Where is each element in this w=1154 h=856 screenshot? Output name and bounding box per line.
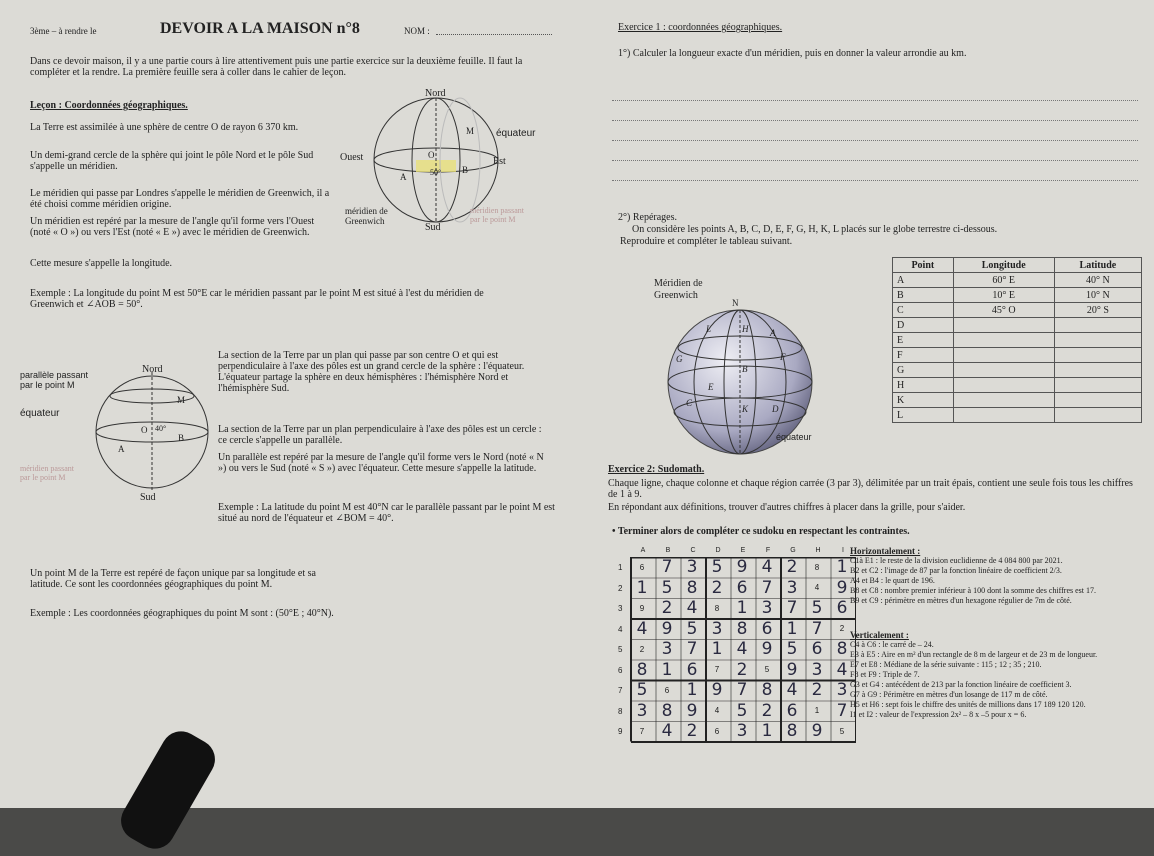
sudoku-cell[interactable]: 7 xyxy=(686,639,698,659)
answer-line-2[interactable] xyxy=(612,120,1138,121)
coords-row xyxy=(893,408,1142,423)
sudoku-cell[interactable]: 2 xyxy=(811,680,823,700)
sudoku-col-label: D xyxy=(715,547,721,554)
definition-item: E3 à E5 : Aire en m² d'un rectangle de 8 m de largeur et de 23 m de longueur. xyxy=(850,650,1098,659)
cell-point: B xyxy=(893,288,954,303)
sudoku-cell[interactable]: 5 xyxy=(711,557,723,577)
cell-point: A xyxy=(893,273,954,288)
definition-item: B9 et C9 : périmètre en mètres d'un hexagone régulier de 7m de côté. xyxy=(850,596,1072,605)
cell-latitude[interactable]: 20° S xyxy=(1054,303,1141,318)
sudoku-cell[interactable]: 3 xyxy=(661,639,673,659)
definition-item: G3 et G4 : antécédent de 213 par la fonction linéaire de coefficient 3. xyxy=(850,680,1072,689)
fig1-m: M xyxy=(466,126,475,136)
sudoku-cell[interactable]: 2 xyxy=(661,598,673,618)
sudoku-cell[interactable]: 5 xyxy=(686,618,698,639)
lecon-p4: Un méridien est repéré par la mesure de l'angle qu'il forme vers l'Ouest (noté « O ») ou vers l'Est (noté « E ») avec le méridien de Greenwich. xyxy=(30,216,315,238)
sudoku-cell[interactable]: 8 xyxy=(661,700,673,721)
sudoku-cell[interactable]: 3 xyxy=(686,557,698,577)
sudoku-cell[interactable]: 4 xyxy=(661,721,673,741)
sudoku-cell[interactable]: 5 xyxy=(736,700,748,721)
lecon-example2: Exemple : La latitude du point M est 40°N car le parallèle passant par le point M est situé au nord de l'équateur et ∠BOM = 40°. xyxy=(218,502,555,524)
intro-text: Dans ce devoir maison, il y a une partie cours à lire attentivement puis une partie exercice sur la deuxième feuille. Il faut la compléter et la rendre. La première feuille sera à coller dans le cahier de leçon. xyxy=(30,56,523,78)
vert-title: Verticalement : xyxy=(850,630,909,640)
fig1-est: Est xyxy=(493,156,506,167)
cell-longitude[interactable]: 10° E xyxy=(953,288,1054,303)
lecon-p6: La section de la Terre par un plan qui passe par son centre O et qui est perpendiculaire à l'axe des pôles est un grand cercle de la sphère : l'équateur. L'équateur partage la sphère en deux hémisphères : l'hémisphère Nord et l'hémisphère Sud. xyxy=(218,350,525,394)
sudoku-col-label: C xyxy=(690,547,696,554)
sudoku-col-label: G xyxy=(790,547,796,554)
horiz-title: Horizontalement : xyxy=(850,546,921,556)
ex1-q2: 2°) Repérages. xyxy=(618,212,677,223)
sudoku-cell[interactable]: 6 xyxy=(786,700,798,721)
sudoku-row-label: 9 xyxy=(618,727,623,736)
cell-point: K xyxy=(893,393,954,408)
cell-longitude[interactable] xyxy=(953,393,1054,408)
ex1-title: Exercice 1 : coordonnées géographiques. xyxy=(618,22,783,33)
pen-marker xyxy=(114,724,222,856)
ex2-bullet-text: Terminer alors de compléter ce sudoku en respectant les contraintes. xyxy=(617,526,910,537)
sudoku-row-label: 5 xyxy=(618,645,623,654)
ex2-intro2: En répondant aux définitions, trouver d'autres chiffres à placer dans la grille, pour s'aider. xyxy=(608,502,966,513)
sudoku-cell[interactable]: 9 xyxy=(811,721,823,741)
cell-latitude[interactable] xyxy=(1054,393,1141,408)
lecon-example3: Exemple : Les coordonnées géographiques du point M sont : (50°E ; 40°N). xyxy=(30,608,334,619)
sudoku-cell[interactable]: 9 xyxy=(686,700,698,721)
answer-line-5[interactable] xyxy=(612,180,1138,181)
sudoku-cell[interactable]: 3 xyxy=(636,700,648,721)
definition-item: I1 et I2 : valeur de l'expression 2x² – 8 x –5 pour x = 6. xyxy=(850,710,1027,719)
sudoku-cell[interactable]: 7 xyxy=(714,665,720,674)
lecon-p7: La section de la Terre par un plan perpendiculaire à l'axe des pôles est un cercle : ce cercle s'appelle un parallèle. xyxy=(218,424,542,446)
sudoku-cell[interactable]: 3 xyxy=(836,680,848,700)
sudoku-cell[interactable]: 3 xyxy=(786,577,798,598)
sudoku-cell[interactable]: 8 xyxy=(636,659,648,680)
cell-latitude[interactable] xyxy=(1054,378,1141,393)
sudoku-cell[interactable]: 2 xyxy=(736,659,748,680)
sudoku-cell[interactable]: 1 xyxy=(736,598,748,618)
lecon-example1: Exemple : La longitude du point M est 50°E car le méridien passant par le point M est situé à l'est du méridien de Greenwich et ∠AOB = 50°. xyxy=(30,288,484,310)
sudoku-cell[interactable]: 5 xyxy=(786,639,798,659)
lecon-title: Leçon : Coordonnées géographiques. xyxy=(30,100,188,111)
sudoku-cell[interactable]: 2 xyxy=(761,700,773,721)
sudoku-col-label: H xyxy=(815,547,821,554)
lecon-p2: Un demi-grand cercle de la sphère qui joint le pôle Nord et le pôle Sud s'appelle un méridien. xyxy=(30,150,314,172)
definition-item: G7 à G9 : Périmètre en mètres d'un losange de 117 m de côté. xyxy=(850,690,1048,699)
cell-latitude[interactable] xyxy=(1054,408,1141,423)
sudoku-cell[interactable]: 4 xyxy=(636,618,648,639)
sudoku-cell[interactable]: 8 xyxy=(836,639,848,659)
sudoku-cell[interactable]: 5 xyxy=(839,726,845,736)
fig1-sud: Sud xyxy=(425,222,441,233)
sudoku-cell[interactable]: 1 xyxy=(786,618,798,639)
coords-row xyxy=(893,333,1142,348)
sudoku-row-label: 8 xyxy=(618,706,623,716)
coords-row xyxy=(893,378,1142,393)
fig2-mpassant-1: méridien passant xyxy=(20,464,74,473)
sudoku-cell[interactable]: 7 xyxy=(836,700,848,721)
definition-item: E7 et E8 : Médiane de la série suivante : 115 ; 12 ; 35 ; 210. xyxy=(850,660,1042,669)
sudoku-cell[interactable]: 4 xyxy=(836,659,848,680)
sudoku-cell[interactable]: 7 xyxy=(811,618,823,639)
sudoku-cell[interactable]: 1 xyxy=(661,659,673,680)
sudoku-cell[interactable]: 2 xyxy=(639,644,645,654)
sudoku-cell[interactable]: 5 xyxy=(636,680,648,700)
fig2-equateur: équateur xyxy=(20,408,60,419)
cell-longitude[interactable] xyxy=(953,363,1054,378)
cell-point: L xyxy=(893,408,954,423)
sudoku-cell[interactable]: 2 xyxy=(786,557,798,577)
sudoku-cell[interactable]: 9 xyxy=(761,639,773,659)
fig1-nord: Nord xyxy=(425,88,446,99)
sudoku-cell[interactable]: 6 xyxy=(664,685,670,695)
globe-pt-f: F xyxy=(780,352,786,362)
sudoku-cell[interactable]: 4 xyxy=(714,706,720,715)
cell-point: H xyxy=(893,378,954,393)
globe-n: N xyxy=(732,298,739,308)
cell-longitude[interactable] xyxy=(953,318,1054,333)
sudoku-cell[interactable]: 6 xyxy=(686,659,698,680)
sudoku-cell[interactable]: 5 xyxy=(661,577,673,598)
sudoku-cell[interactable]: 6 xyxy=(639,562,645,572)
vert-list xyxy=(850,640,1140,720)
lecon-p5: Cette mesure s'appelle la longitude. xyxy=(30,258,173,269)
sudoku-cell[interactable]: 3 xyxy=(761,598,773,618)
nom-label: NOM : xyxy=(404,26,430,36)
globe-pt-d: D xyxy=(772,404,779,414)
globe-equateur: équateur xyxy=(776,432,812,442)
sudoku-col-label: A xyxy=(640,547,646,554)
definition-item: C4 à C6 : le carré de – 24. xyxy=(850,640,934,649)
ex1-q2a: On considère les points A, B, C, D, E, F, G, H, K, L placés sur le globe terrestre ci-dessous. xyxy=(632,224,998,235)
cell-longitude[interactable]: 60° E xyxy=(953,273,1054,288)
lecon-p3: Le méridien qui passe par Londres s'appelle le méridien de Greenwich, il a été choisi comme méridien origine. xyxy=(30,188,330,210)
globe-pt-b: B xyxy=(742,364,748,374)
fig2-parallel-1: parallèle passant xyxy=(20,370,89,380)
sudoku-col-label: I xyxy=(842,547,844,554)
fig1-o: O xyxy=(428,150,435,160)
sudoku-cell[interactable]: 4 xyxy=(761,557,773,577)
coords-row xyxy=(893,318,1142,333)
cell-latitude[interactable]: 40° N xyxy=(1054,273,1141,288)
fig2-sud: Sud xyxy=(140,492,156,503)
sudoku-cell[interactable]: 9 xyxy=(639,603,645,613)
cell-latitude[interactable] xyxy=(1054,348,1141,363)
definition-item: H5 et H6 : sept fois le chiffre des unités de millions dans 17 189 120 120. xyxy=(850,700,1086,709)
fig2-o: O xyxy=(141,425,148,435)
sudoku-cell[interactable]: 1 xyxy=(636,577,648,598)
sudoku-cell[interactable]: 9 xyxy=(661,618,673,639)
sudoku-cell[interactable]: 9 xyxy=(836,577,848,598)
sudoku-cell[interactable]: 8 xyxy=(786,721,798,741)
sudoku-cell[interactable]: 8 xyxy=(761,680,773,700)
horiz-list xyxy=(850,556,1140,606)
sudoku-cell[interactable]: 3 xyxy=(811,659,823,680)
globe-label-2: Greenwich xyxy=(654,290,698,301)
sudoku-cell[interactable]: 6 xyxy=(736,577,748,598)
fig1-greenwich-1: méridien de xyxy=(345,206,388,216)
sudoku-cell[interactable]: 1 xyxy=(686,680,698,700)
sudoku-cell[interactable]: 2 xyxy=(686,721,698,741)
cell-latitude[interactable]: 10° N xyxy=(1054,288,1141,303)
cell-latitude[interactable] xyxy=(1054,363,1141,378)
lecon-p8: Un parallèle est repéré par la mesure de l'angle qu'il forme vers le Nord (noté « N ») ou vers le Sud (noté « S ») avec l'équateur. Cette mesure s'appelle la latitude. xyxy=(218,452,544,474)
coords-row xyxy=(893,393,1142,408)
fig1-mpassant-2: par le point M xyxy=(470,215,516,224)
parallel-figure xyxy=(60,366,210,496)
fig1-angle: 50° xyxy=(430,168,442,177)
sudoku-cell[interactable]: 7 xyxy=(786,598,798,618)
answer-line-4[interactable] xyxy=(612,160,1138,161)
fig2-parallel-2: par le point M xyxy=(20,380,75,390)
sudoku-col-label: E xyxy=(740,547,746,554)
globe-pt-h: H xyxy=(742,324,749,334)
answer-line-1[interactable] xyxy=(612,100,1138,101)
sudoku-col-label: F xyxy=(765,547,771,554)
fig1-ouest: Ouest xyxy=(340,152,364,163)
cell-latitude[interactable] xyxy=(1054,318,1141,333)
sudoku-cell[interactable]: 1 xyxy=(814,706,820,715)
cell-longitude[interactable] xyxy=(953,333,1054,348)
coords-row xyxy=(893,273,1142,288)
fig2-mpassant-2: par le point M xyxy=(20,473,66,482)
sudoku-cell[interactable]: 7 xyxy=(639,726,645,736)
sudoku-cell[interactable]: 9 xyxy=(786,659,798,680)
fig2-nord: Nord xyxy=(142,364,163,375)
cell-longitude[interactable] xyxy=(953,408,1054,423)
fig2-m: M xyxy=(177,395,186,405)
coords-row xyxy=(893,303,1142,318)
sudoku-cell[interactable]: 3 xyxy=(736,721,748,741)
ex1-q1: 1°) Calculer la longueur exacte d'un méridien, puis en donner la valeur arrondie au km. xyxy=(618,48,967,59)
coords-row xyxy=(893,348,1142,363)
sudoku-cell[interactable]: 3 xyxy=(711,618,723,639)
sudoku-cell[interactable]: 8 xyxy=(714,603,720,613)
th-longitude: Longitude xyxy=(953,258,1054,273)
sudoku-cell[interactable]: 9 xyxy=(736,557,748,577)
sudoku-cell[interactable]: 1 xyxy=(836,557,848,577)
sudoku-cell[interactable]: 7 xyxy=(661,557,673,577)
sudoku-cell[interactable]: 7 xyxy=(761,577,773,598)
sudoku-cell[interactable]: 4 xyxy=(736,639,748,659)
coords-header-row xyxy=(893,258,1142,273)
globe-pt-c: C xyxy=(686,398,693,408)
sudoku-row-label: 1 xyxy=(618,563,623,572)
definition-item: A4 et B4 : le quart de 196. xyxy=(850,576,935,585)
lecon-p1: La Terre est assimilée à une sphère de centre O de rayon 6 370 km. xyxy=(30,122,299,133)
sudoku-cell[interactable]: 8 xyxy=(736,618,748,639)
definition-item: B8 et C8 : nombre premier inférieur à 100 dont la somme des chiffres est 17. xyxy=(850,586,1097,595)
definition-item: F8 et F9 : Triple de 7. xyxy=(850,670,920,679)
fig1-mpassant-1: méridien passant xyxy=(470,206,524,215)
coords-row xyxy=(893,288,1142,303)
sudoku-cell[interactable]: 6 xyxy=(761,618,773,639)
sudoku-cell[interactable]: 6 xyxy=(714,726,720,736)
sudoku-cell[interactable]: 5 xyxy=(764,665,770,674)
globe-pt-g: G xyxy=(676,354,683,364)
th-point: Point xyxy=(893,258,954,273)
sudoku-col-label: B xyxy=(665,547,671,554)
globe-pt-l: L xyxy=(706,324,712,334)
class-label: 3ème – à rendre le xyxy=(30,26,97,36)
page-title: DEVOIR A LA MAISON n°8 xyxy=(160,20,360,37)
sudoku-row-label: 2 xyxy=(618,583,623,593)
ex2-intro1: Chaque ligne, chaque colonne et chaque région carrée (3 par 3), délimitée par un trait épais, contient une seule fois tous les chiffres de 1 à 9. xyxy=(608,478,1133,500)
fig1-equateur: équateur xyxy=(496,128,536,139)
sudoku-cell[interactable]: 1 xyxy=(711,639,723,659)
sudoku-row-label: 7 xyxy=(618,686,623,695)
sudoku-row-label: 6 xyxy=(618,665,623,675)
fig2-angle: 40° xyxy=(155,424,167,433)
globe-pt-a: A xyxy=(770,328,776,338)
sudoku-cell[interactable]: 1 xyxy=(761,721,773,741)
fig1-b: B xyxy=(462,165,469,175)
cell-longitude[interactable] xyxy=(953,348,1054,363)
sudoku-cell[interactable]: 8 xyxy=(814,562,820,572)
lecon-p9: Un point M de la Terre est repéré de façon unique par sa longitude et sa latitude. Ce sont les coordonnées géographiques du point M. xyxy=(30,568,316,590)
fig1-greenwich-2: Greenwich xyxy=(345,216,385,226)
definition-item: C1à E1 : le reste de la division euclidienne de 4 084 800 par 2021. xyxy=(850,556,1063,565)
cell-point: C xyxy=(893,303,954,318)
cell-point: F xyxy=(893,348,954,363)
sudoku-cell[interactable]: 6 xyxy=(811,639,823,659)
cell-point: D xyxy=(893,318,954,333)
ex2-title: Exercice 2: Sudomath. xyxy=(608,464,705,475)
sudoku-cell[interactable]: 8 xyxy=(686,577,698,598)
sudoku-row-label: 3 xyxy=(618,604,623,613)
cell-latitude[interactable] xyxy=(1054,333,1141,348)
cell-point: E xyxy=(893,333,954,348)
answer-line-3[interactable] xyxy=(612,140,1138,141)
sudoku-cell[interactable]: 4 xyxy=(814,583,820,592)
sudoku-cell[interactable]: 7 xyxy=(736,680,748,700)
sudoku-row-label: 4 xyxy=(618,624,623,634)
fig2-b: B xyxy=(178,433,185,443)
ex1-q2b: Reproduire et compléter le tableau suivant. xyxy=(620,236,793,247)
fig2-a: A xyxy=(118,444,125,454)
definition-item: B2 et C2 : l'image de 87 par la fonction linéaire de coefficient 2/3. xyxy=(850,566,1062,575)
sudoku-cell[interactable]: 5 xyxy=(811,598,823,618)
sudoku-cell[interactable]: 4 xyxy=(686,598,698,618)
globe-pt-k: K xyxy=(742,404,749,414)
cell-longitude[interactable] xyxy=(953,378,1054,393)
sudoku-cell[interactable]: 9 xyxy=(711,680,723,700)
ex2-bullet: • Terminer alors de compléter ce sudoku en respectant les contraintes. xyxy=(612,526,910,537)
cell-longitude[interactable]: 45° O xyxy=(953,303,1054,318)
cell-point: G xyxy=(893,363,954,378)
fig1-a: A xyxy=(400,172,407,182)
sudoku-cell[interactable]: 4 xyxy=(786,680,798,700)
sudoku-cell[interactable]: 6 xyxy=(836,598,848,618)
sudoku-cell[interactable]: 2 xyxy=(839,624,845,633)
sudoku-cell[interactable]: 2 xyxy=(711,577,723,598)
nom-field[interactable] xyxy=(436,34,552,35)
globe-label-1: Méridien de xyxy=(654,278,703,289)
globe-pt-e: E xyxy=(708,382,714,392)
th-latitude: Latitude xyxy=(1054,258,1141,273)
coords-row xyxy=(893,363,1142,378)
coords-table xyxy=(892,257,1142,423)
